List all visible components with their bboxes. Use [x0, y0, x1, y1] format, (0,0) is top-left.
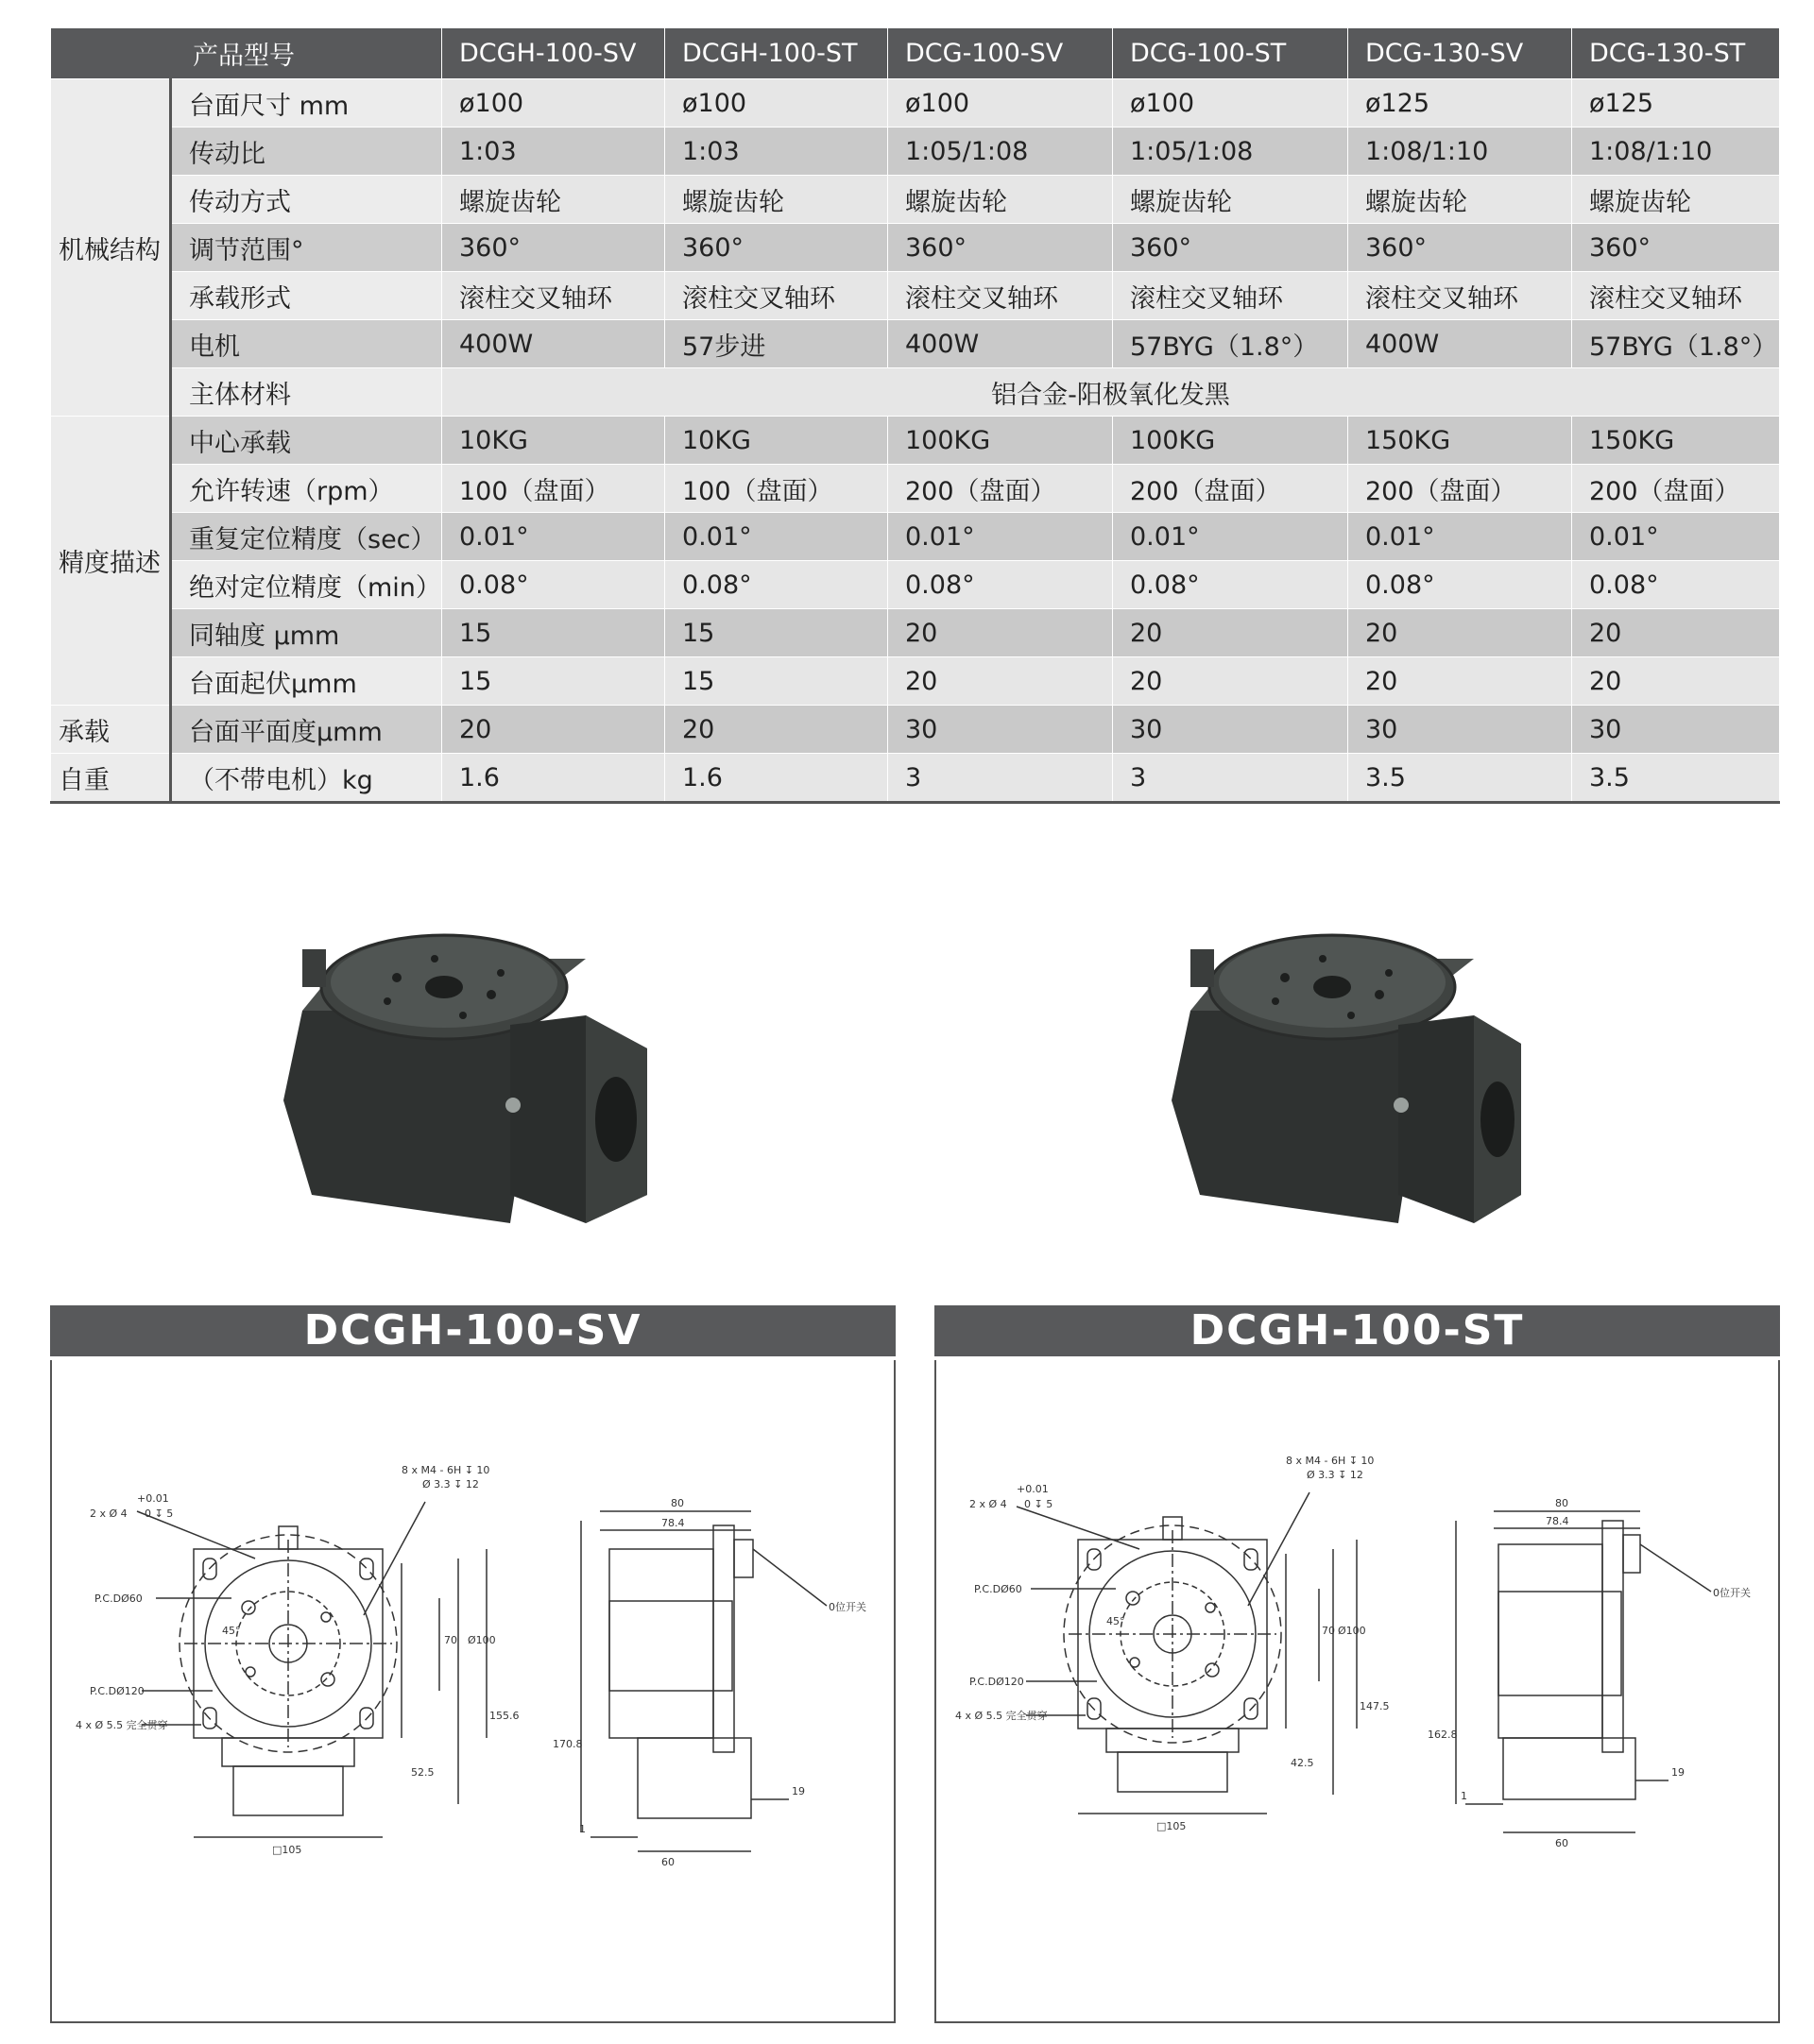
- spec-value: 3.5: [1572, 754, 1780, 803]
- dim-19: 19: [792, 1785, 805, 1797]
- spec-value: 0.08°: [442, 561, 665, 609]
- spec-value: ø100: [665, 79, 888, 128]
- spec-value: 20: [1572, 657, 1780, 706]
- dim-d100: Ø100: [468, 1634, 496, 1646]
- spec-value: 螺旋齿轮: [1572, 176, 1780, 224]
- spec-value: 1:08/1:10: [1348, 128, 1572, 176]
- table-row: [51, 224, 1780, 272]
- param-label: 同轴度 μmm: [171, 609, 442, 657]
- spec-value: 57BYG（1.8°）: [1572, 320, 1780, 368]
- spec-value: 10KG: [442, 417, 665, 465]
- spec-value: 30: [1348, 706, 1572, 754]
- spec-value: 滚柱交叉轴环: [1572, 272, 1780, 320]
- spec-value: 100KG: [888, 417, 1113, 465]
- pin-tol-label: +0.01: [1017, 1483, 1049, 1495]
- pin-depth-label: 0 ↧ 5: [145, 1507, 174, 1520]
- spec-value: 360°: [1348, 224, 1572, 272]
- dim-sq105: □105: [1156, 1820, 1187, 1832]
- panel-title: DCGH-100-SV: [50, 1305, 896, 1356]
- param-label: 绝对定位精度（min）: [171, 561, 442, 609]
- spec-value: ø125: [1572, 79, 1780, 128]
- angle-label: 45°: [1106, 1615, 1125, 1627]
- drawing-panel-dcgh-100-st: [934, 1305, 1780, 2023]
- table-row: [51, 176, 1780, 224]
- spec-table: [50, 27, 1780, 804]
- spec-value: 3.5: [1348, 754, 1572, 803]
- spec-value: 15: [665, 657, 888, 706]
- param-label: 传动比: [171, 128, 442, 176]
- table-row: [51, 465, 1780, 513]
- dim-70: 70: [1322, 1625, 1335, 1637]
- category-weight: 自重: [51, 754, 171, 803]
- spec-value: 360°: [1113, 224, 1348, 272]
- spec-value: 0.01°: [665, 513, 888, 561]
- spec-value: 螺旋齿轮: [1113, 176, 1348, 224]
- spec-value: 滚柱交叉轴环: [1348, 272, 1572, 320]
- pin-label: 2 x Ø 4: [90, 1507, 128, 1520]
- spec-value: ø100: [888, 79, 1113, 128]
- param-label: 台面尺寸 mm: [171, 79, 442, 128]
- dim-60: 60: [661, 1856, 675, 1868]
- model-header: DCG-130-ST: [1572, 28, 1780, 79]
- spec-value: 200（盘面）: [1348, 465, 1572, 513]
- spec-value: 20: [1572, 609, 1780, 657]
- table-row: [51, 754, 1780, 803]
- spec-value: 滚柱交叉轴环: [442, 272, 665, 320]
- drawing-panel-dcgh-100-sv: [50, 1305, 896, 2023]
- spec-value: 0.08°: [665, 561, 888, 609]
- product-image-dcgh-100-sv: [274, 921, 690, 1233]
- model-header: DCG-130-SV: [1348, 28, 1572, 79]
- table-row: [51, 657, 1780, 706]
- spec-value: 20: [1348, 657, 1572, 706]
- param-label: 传动方式: [171, 176, 442, 224]
- spec-value: 0.01°: [888, 513, 1113, 561]
- header-label: 产品型号: [51, 28, 442, 79]
- param-label: 允许转速（rpm）: [171, 465, 442, 513]
- spec-value: 滚柱交叉轴环: [665, 272, 888, 320]
- dim-52: 52.5: [411, 1766, 435, 1779]
- spec-value: 20: [1348, 609, 1572, 657]
- dim-19: 19: [1671, 1766, 1685, 1779]
- dim-147: 147.5: [1360, 1700, 1390, 1712]
- spec-value: ø100: [442, 79, 665, 128]
- spec-value: 30: [888, 706, 1113, 754]
- spec-value: 57步进: [665, 320, 888, 368]
- spec-value: 400W: [888, 320, 1113, 368]
- spec-value: 200（盘面）: [888, 465, 1113, 513]
- category-precision: 精度描述: [51, 417, 171, 706]
- spec-value: 螺旋齿轮: [1348, 176, 1572, 224]
- dim-sq105: □105: [272, 1844, 302, 1856]
- pcd60-label: P.C.DØ60: [94, 1593, 143, 1605]
- model-header: DCG-100-ST: [1113, 28, 1348, 79]
- dim-1: 1: [1461, 1790, 1467, 1802]
- pcd120-label: P.C.DØ120: [969, 1676, 1024, 1688]
- pcd60-label: P.C.DØ60: [974, 1583, 1022, 1595]
- spec-value: 0.08°: [1348, 561, 1572, 609]
- mount-holes-label: 4 x Ø 5.5 完全贯穿: [955, 1710, 1048, 1722]
- param-label: 台面起伏μmm: [171, 657, 442, 706]
- dim-162: 162.8: [1428, 1729, 1458, 1741]
- table-row: [51, 128, 1780, 176]
- dim-60: 60: [1555, 1837, 1568, 1849]
- spec-value: 360°: [665, 224, 888, 272]
- table-row: [51, 79, 1780, 128]
- spec-value: 150KG: [1572, 417, 1780, 465]
- spec-value: 10KG: [665, 417, 888, 465]
- param-label: 中心承载: [171, 417, 442, 465]
- zero-switch-label: 0位开关: [1713, 1587, 1751, 1599]
- dim-d100: Ø100: [1338, 1625, 1366, 1637]
- zero-switch-label: 0位开关: [829, 1601, 866, 1613]
- holes-label: 8 x M4 - 6H ↧ 10: [1286, 1455, 1375, 1467]
- spec-value: 1.6: [442, 754, 665, 803]
- spec-value: 360°: [1572, 224, 1780, 272]
- spec-value: 20: [1113, 609, 1348, 657]
- dim-70: 70: [444, 1634, 457, 1646]
- mount-holes-label: 4 x Ø 5.5 完全贯穿: [76, 1719, 168, 1731]
- spec-value: 360°: [442, 224, 665, 272]
- spec-value: 0.08°: [888, 561, 1113, 609]
- spec-value: 200（盘面）: [1113, 465, 1348, 513]
- product-image-dcgh-100-st: [1162, 921, 1578, 1233]
- spec-value: 20: [888, 609, 1113, 657]
- spec-value: 20: [665, 706, 888, 754]
- dim-80: 80: [1555, 1497, 1568, 1509]
- table-row: [51, 368, 1780, 417]
- table-row: [51, 706, 1780, 754]
- spec-value: 20: [1113, 657, 1348, 706]
- spec-value: 0.01°: [1572, 513, 1780, 561]
- spec-value: 100（盘面）: [442, 465, 665, 513]
- spec-value: 螺旋齿轮: [888, 176, 1113, 224]
- spec-value: 螺旋齿轮: [665, 176, 888, 224]
- spec-value: 15: [442, 657, 665, 706]
- model-header: DCGH-100-SV: [442, 28, 665, 79]
- table-row: [51, 513, 1780, 561]
- spec-value: 200（盘面）: [1572, 465, 1780, 513]
- spec-value: 15: [442, 609, 665, 657]
- dim-170: 170.8: [553, 1738, 583, 1750]
- table-row: [51, 320, 1780, 368]
- table-row: [51, 417, 1780, 465]
- technical-drawing: [50, 1360, 896, 2023]
- spec-value: 滚柱交叉轴环: [888, 272, 1113, 320]
- spec-value: ø100: [1113, 79, 1348, 128]
- spec-value: ø125: [1348, 79, 1572, 128]
- spec-value: 螺旋齿轮: [442, 176, 665, 224]
- spec-value: 1:03: [665, 128, 888, 176]
- table-header-row: [51, 28, 1780, 79]
- model-header: DCGH-100-ST: [665, 28, 888, 79]
- dim-784: 78.4: [661, 1517, 685, 1529]
- holes-depth-label: Ø 3.3 ↧ 12: [422, 1478, 479, 1490]
- spec-value: 1:05/1:08: [1113, 128, 1348, 176]
- spec-value: 3: [888, 754, 1113, 803]
- dim-155: 155.6: [489, 1710, 520, 1722]
- technical-drawing: [934, 1360, 1780, 2023]
- spec-value: 100（盘面）: [665, 465, 888, 513]
- rotary-stage-illustration: [283, 935, 647, 1223]
- table-row: [51, 609, 1780, 657]
- spec-value: 30: [1572, 706, 1780, 754]
- param-label: 承载形式: [171, 272, 442, 320]
- rotary-stage-illustration: [1172, 935, 1521, 1223]
- spec-value: 0.01°: [442, 513, 665, 561]
- spec-value: 1:08/1:10: [1572, 128, 1780, 176]
- holes-label: 8 x M4 - 6H ↧ 10: [402, 1464, 490, 1476]
- dim-42: 42.5: [1291, 1757, 1314, 1769]
- table-row: [51, 272, 1780, 320]
- param-label: 调节范围°: [171, 224, 442, 272]
- param-label: 电机: [171, 320, 442, 368]
- dimension-drawing: [52, 1360, 894, 2021]
- spec-value: 滚柱交叉轴环: [1113, 272, 1348, 320]
- spec-value: 400W: [442, 320, 665, 368]
- spec-value: 0.01°: [1348, 513, 1572, 561]
- dim-1: 1: [579, 1823, 586, 1835]
- spec-value: 15: [665, 609, 888, 657]
- dim-784: 78.4: [1546, 1515, 1569, 1527]
- table-row: [51, 561, 1780, 609]
- spec-value: 20: [442, 706, 665, 754]
- pin-tol-label: +0.01: [137, 1492, 169, 1505]
- category-mechanical: 机械结构: [51, 79, 171, 417]
- spec-value: 1.6: [665, 754, 888, 803]
- holes-depth-label: Ø 3.3 ↧ 12: [1307, 1469, 1363, 1481]
- param-label: 重复定位精度（sec）: [171, 513, 442, 561]
- spec-value: 360°: [888, 224, 1113, 272]
- dimension-drawing: [936, 1360, 1778, 2021]
- param-label: 台面平面度μmm: [171, 706, 442, 754]
- spec-value: 20: [888, 657, 1113, 706]
- spec-value: 30: [1113, 706, 1348, 754]
- spec-value: 1:03: [442, 128, 665, 176]
- spec-value: 400W: [1348, 320, 1572, 368]
- param-label: （不带电机）kg: [171, 754, 442, 803]
- spec-value: 3: [1113, 754, 1348, 803]
- dim-80: 80: [671, 1497, 684, 1509]
- spec-value: 0.01°: [1113, 513, 1348, 561]
- spec-value: 0.08°: [1572, 561, 1780, 609]
- category-load: 承载: [51, 706, 171, 754]
- spec-value: 57BYG（1.8°）: [1113, 320, 1348, 368]
- model-header: DCG-100-SV: [888, 28, 1113, 79]
- pcd120-label: P.C.DØ120: [90, 1685, 145, 1697]
- param-label: 主体材料: [171, 368, 442, 417]
- angle-label: 45°: [222, 1625, 241, 1637]
- spec-value: 100KG: [1113, 417, 1348, 465]
- spec-value: 1:05/1:08: [888, 128, 1113, 176]
- merged-value: 铝合金-阳极氧化发黑: [442, 368, 1780, 417]
- pin-depth-label: 0 ↧ 5: [1024, 1498, 1053, 1510]
- panel-title: DCGH-100-ST: [934, 1305, 1780, 1356]
- spec-value: 0.08°: [1113, 561, 1348, 609]
- spec-value: 150KG: [1348, 417, 1572, 465]
- pin-label: 2 x Ø 4: [969, 1498, 1007, 1510]
